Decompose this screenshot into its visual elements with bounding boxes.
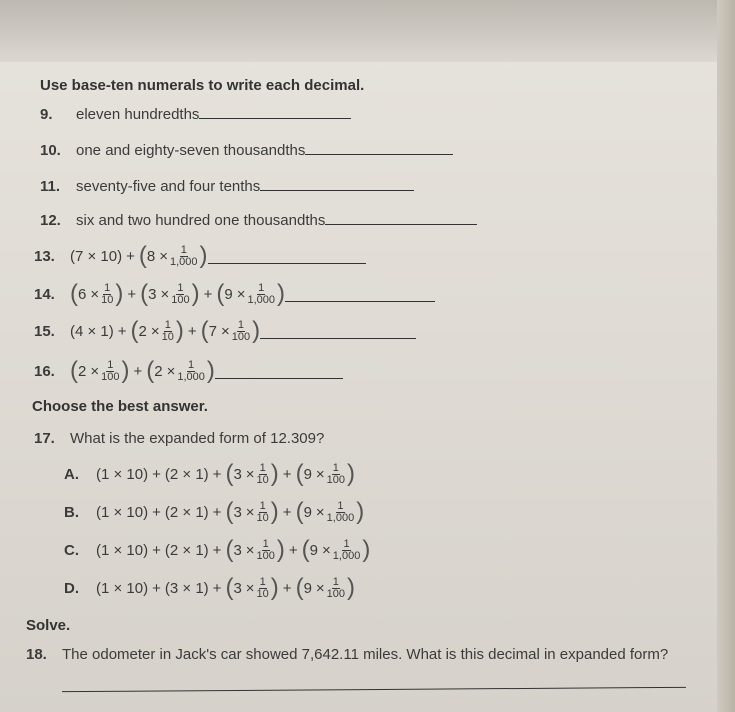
times-sign: × bbox=[221, 322, 230, 340]
paren-open: ( bbox=[301, 536, 310, 563]
fraction bbox=[326, 463, 346, 486]
plus-sign: + bbox=[126, 247, 135, 265]
times-sign: × bbox=[166, 362, 176, 380]
question-number: 11. bbox=[40, 178, 61, 195]
choice-b[interactable] bbox=[64, 500, 364, 524]
fraction bbox=[100, 283, 114, 306]
denominator: 100 bbox=[231, 330, 251, 343]
factor: 2 bbox=[138, 322, 147, 340]
fraction bbox=[256, 539, 276, 562]
paren-close: ) bbox=[199, 242, 208, 269]
paren-close: ) bbox=[121, 357, 130, 384]
question-number: 12. bbox=[40, 212, 61, 229]
fraction bbox=[176, 360, 206, 383]
denominator: 10 bbox=[101, 293, 114, 306]
answer-line[interactable] bbox=[260, 190, 414, 191]
paren-close: ) bbox=[270, 498, 279, 525]
plus-sign: + bbox=[152, 465, 161, 483]
denominator: 100 bbox=[256, 549, 275, 562]
factor: 8 bbox=[146, 247, 156, 265]
paper-edge bbox=[717, 0, 735, 712]
question-number: 9. bbox=[40, 106, 53, 123]
factor: 9 bbox=[303, 503, 312, 521]
paren-close: ) bbox=[252, 317, 261, 344]
paren-close: ) bbox=[362, 536, 371, 563]
plus-sign: + bbox=[203, 285, 213, 303]
denominator: 10 bbox=[256, 473, 269, 486]
numerator: 1 bbox=[188, 358, 195, 371]
factor: 3 bbox=[233, 579, 242, 597]
times-sign: × bbox=[315, 465, 325, 483]
paren-close: ) bbox=[175, 317, 184, 344]
paren-open: ( bbox=[225, 536, 234, 563]
numerator: 1 bbox=[258, 281, 265, 294]
choice-letter: B. bbox=[64, 503, 79, 521]
question-15 bbox=[34, 319, 416, 343]
fraction bbox=[169, 245, 199, 268]
denominator: 10 bbox=[161, 330, 174, 343]
paren-close: ) bbox=[115, 280, 124, 307]
term: (4 × 1) bbox=[70, 322, 114, 340]
denominator: 100 bbox=[171, 293, 190, 306]
denominator: 1,000 bbox=[177, 370, 205, 383]
paren-close: ) bbox=[191, 280, 200, 307]
numerator: 1 bbox=[107, 358, 114, 371]
times-sign: × bbox=[236, 285, 246, 303]
question-number: 18. bbox=[26, 646, 47, 663]
paren-open: ( bbox=[295, 574, 304, 601]
paren-open: ( bbox=[295, 460, 304, 487]
answer-line[interactable] bbox=[260, 338, 416, 339]
question-12 bbox=[40, 212, 477, 229]
paren-open: ( bbox=[130, 317, 139, 344]
paren-open: ( bbox=[138, 242, 147, 269]
plus-sign: + bbox=[282, 579, 292, 597]
paren-open: ( bbox=[295, 498, 304, 525]
term: (2 × 1) bbox=[164, 503, 209, 521]
numerator: 1 bbox=[332, 461, 339, 474]
question-text: The odometer in Jack's car showed 7,642.11 miles. What is this decimal in expanded form? bbox=[62, 646, 669, 663]
choice-c[interactable] bbox=[64, 538, 370, 562]
paren-open: ( bbox=[225, 460, 234, 487]
term: (1 × 10) bbox=[96, 503, 149, 521]
paren-close: ) bbox=[206, 357, 215, 384]
term: (3 × 1) bbox=[164, 579, 209, 597]
plus-sign: + bbox=[212, 503, 222, 521]
question-14 bbox=[34, 282, 435, 306]
paren-close: ) bbox=[277, 280, 285, 307]
paren-open: ( bbox=[140, 280, 149, 307]
choice-letter: C. bbox=[64, 541, 79, 559]
question-text: one and eighty-seven thousandths bbox=[76, 142, 306, 159]
times-sign: × bbox=[245, 503, 255, 521]
fraction bbox=[256, 577, 270, 600]
times-sign: × bbox=[315, 579, 325, 597]
paren-open: ( bbox=[225, 498, 234, 525]
term: (2 × 1) bbox=[164, 465, 209, 483]
paren-open: ( bbox=[225, 574, 234, 601]
answer-line[interactable] bbox=[285, 301, 435, 302]
term: (1 × 10) bbox=[96, 541, 149, 559]
denominator: 1,000 bbox=[170, 255, 198, 268]
numerator: 1 bbox=[180, 243, 187, 256]
plus-sign: + bbox=[282, 465, 292, 483]
term: (1 × 10) bbox=[96, 579, 149, 597]
question-text: seventy-five and four tenths bbox=[76, 178, 261, 195]
times-sign: × bbox=[245, 465, 255, 483]
fraction bbox=[231, 320, 251, 343]
numerator: 1 bbox=[262, 537, 269, 550]
denominator: 100 bbox=[101, 370, 120, 383]
numerator: 1 bbox=[177, 281, 184, 294]
choice-letter: A. bbox=[64, 465, 79, 483]
paren-close: ) bbox=[347, 574, 356, 601]
denominator: 10 bbox=[256, 587, 269, 600]
factor: 2 bbox=[78, 362, 87, 380]
answer-line[interactable] bbox=[325, 224, 477, 225]
paper-top-shadow bbox=[0, 0, 735, 62]
paren-open: ( bbox=[70, 280, 78, 307]
factor: 9 bbox=[224, 285, 233, 303]
paren-open: ( bbox=[70, 357, 78, 384]
plus-sign: + bbox=[187, 322, 197, 340]
paren-close: ) bbox=[276, 536, 285, 563]
fraction bbox=[100, 360, 120, 383]
question-text: What is the expanded form of 12.309? bbox=[70, 430, 325, 447]
choice-letter: D. bbox=[64, 579, 79, 597]
paren-open: ( bbox=[200, 317, 209, 344]
fraction bbox=[326, 577, 346, 600]
section-heading-solve: Solve. bbox=[26, 617, 71, 634]
numerator: 1 bbox=[259, 461, 266, 474]
denominator: 1,000 bbox=[326, 511, 355, 524]
factor: 9 bbox=[303, 579, 312, 597]
factor: 3 bbox=[233, 503, 242, 521]
plus-sign: + bbox=[117, 322, 127, 340]
choice-d[interactable] bbox=[64, 576, 355, 600]
plus-sign: + bbox=[212, 465, 222, 483]
section-heading-base-ten: Use base-ten numerals to write each decimal. bbox=[40, 77, 365, 94]
plus-sign: + bbox=[152, 541, 161, 559]
answer-line[interactable] bbox=[199, 118, 351, 119]
question-number: 15. bbox=[34, 322, 55, 340]
question-number: 10. bbox=[40, 142, 61, 159]
question-9 bbox=[40, 106, 351, 123]
factor: 7 bbox=[208, 322, 218, 340]
times-sign: × bbox=[160, 285, 170, 303]
fraction bbox=[161, 320, 175, 343]
numerator: 1 bbox=[104, 281, 111, 294]
times-sign: × bbox=[322, 541, 331, 559]
denominator: 10 bbox=[256, 511, 269, 524]
question-17 bbox=[34, 430, 324, 447]
answer-line[interactable] bbox=[215, 378, 343, 379]
question-number: 13. bbox=[34, 247, 55, 265]
factor: 6 bbox=[78, 285, 87, 303]
question-number: 16. bbox=[34, 362, 55, 380]
factor: 3 bbox=[148, 285, 157, 303]
fraction bbox=[170, 283, 190, 306]
plus-sign: + bbox=[152, 503, 161, 521]
fraction bbox=[332, 539, 362, 562]
paren-open: ( bbox=[216, 280, 225, 307]
paren-open: ( bbox=[146, 357, 155, 384]
term: (1 × 10) bbox=[96, 465, 149, 483]
question-11 bbox=[40, 178, 414, 195]
question-10 bbox=[40, 142, 453, 159]
plus-sign: + bbox=[152, 579, 161, 597]
answer-line[interactable] bbox=[62, 687, 686, 692]
factor: 9 bbox=[309, 541, 319, 559]
denominator: 100 bbox=[326, 473, 346, 486]
fraction bbox=[326, 501, 356, 524]
denominator: 1,000 bbox=[247, 293, 275, 306]
times-sign: × bbox=[245, 579, 255, 597]
question-16 bbox=[34, 359, 343, 383]
fraction bbox=[256, 501, 270, 524]
plus-sign: + bbox=[127, 285, 137, 303]
times-sign: × bbox=[90, 362, 100, 380]
numerator: 1 bbox=[332, 575, 339, 588]
plus-sign: + bbox=[288, 541, 298, 559]
times-sign: × bbox=[245, 541, 255, 559]
question-text: eleven hundredths bbox=[76, 106, 200, 123]
term: (2 × 1) bbox=[164, 541, 209, 559]
factor: 3 bbox=[233, 541, 242, 559]
question-18 bbox=[26, 646, 668, 663]
answer-line[interactable] bbox=[208, 263, 366, 264]
plus-sign: + bbox=[212, 579, 222, 597]
numerator: 1 bbox=[259, 499, 266, 512]
factor: 3 bbox=[233, 465, 242, 483]
times-sign: × bbox=[150, 322, 160, 340]
question-number: 17. bbox=[34, 430, 55, 447]
numerator: 1 bbox=[343, 537, 350, 550]
times-sign: × bbox=[90, 285, 100, 303]
section-heading-choose: Choose the best answer. bbox=[32, 398, 208, 415]
numerator: 1 bbox=[164, 318, 171, 331]
choice-a[interactable] bbox=[64, 462, 355, 486]
question-number: 14. bbox=[34, 285, 55, 303]
term: (7 × 10) bbox=[70, 247, 123, 265]
factor: 9 bbox=[303, 465, 312, 483]
plus-sign: + bbox=[212, 541, 222, 559]
denominator: 100 bbox=[326, 587, 346, 600]
fraction bbox=[246, 283, 276, 306]
question-13 bbox=[34, 244, 366, 268]
plus-sign: + bbox=[282, 503, 292, 521]
paren-close: ) bbox=[270, 574, 279, 601]
times-sign: × bbox=[315, 503, 325, 521]
numerator: 1 bbox=[237, 318, 245, 331]
paren-close: ) bbox=[270, 460, 279, 487]
denominator: 1,000 bbox=[332, 549, 361, 562]
paren-close: ) bbox=[356, 498, 365, 525]
numerator: 1 bbox=[259, 575, 266, 588]
plus-sign: + bbox=[133, 362, 143, 380]
question-text: six and two hundred one thousandths bbox=[76, 212, 326, 229]
numerator: 1 bbox=[337, 499, 344, 512]
factor: 2 bbox=[154, 362, 163, 380]
fraction bbox=[256, 463, 270, 486]
times-sign: × bbox=[159, 247, 168, 265]
answer-line[interactable] bbox=[305, 154, 453, 155]
paren-close: ) bbox=[347, 460, 356, 487]
